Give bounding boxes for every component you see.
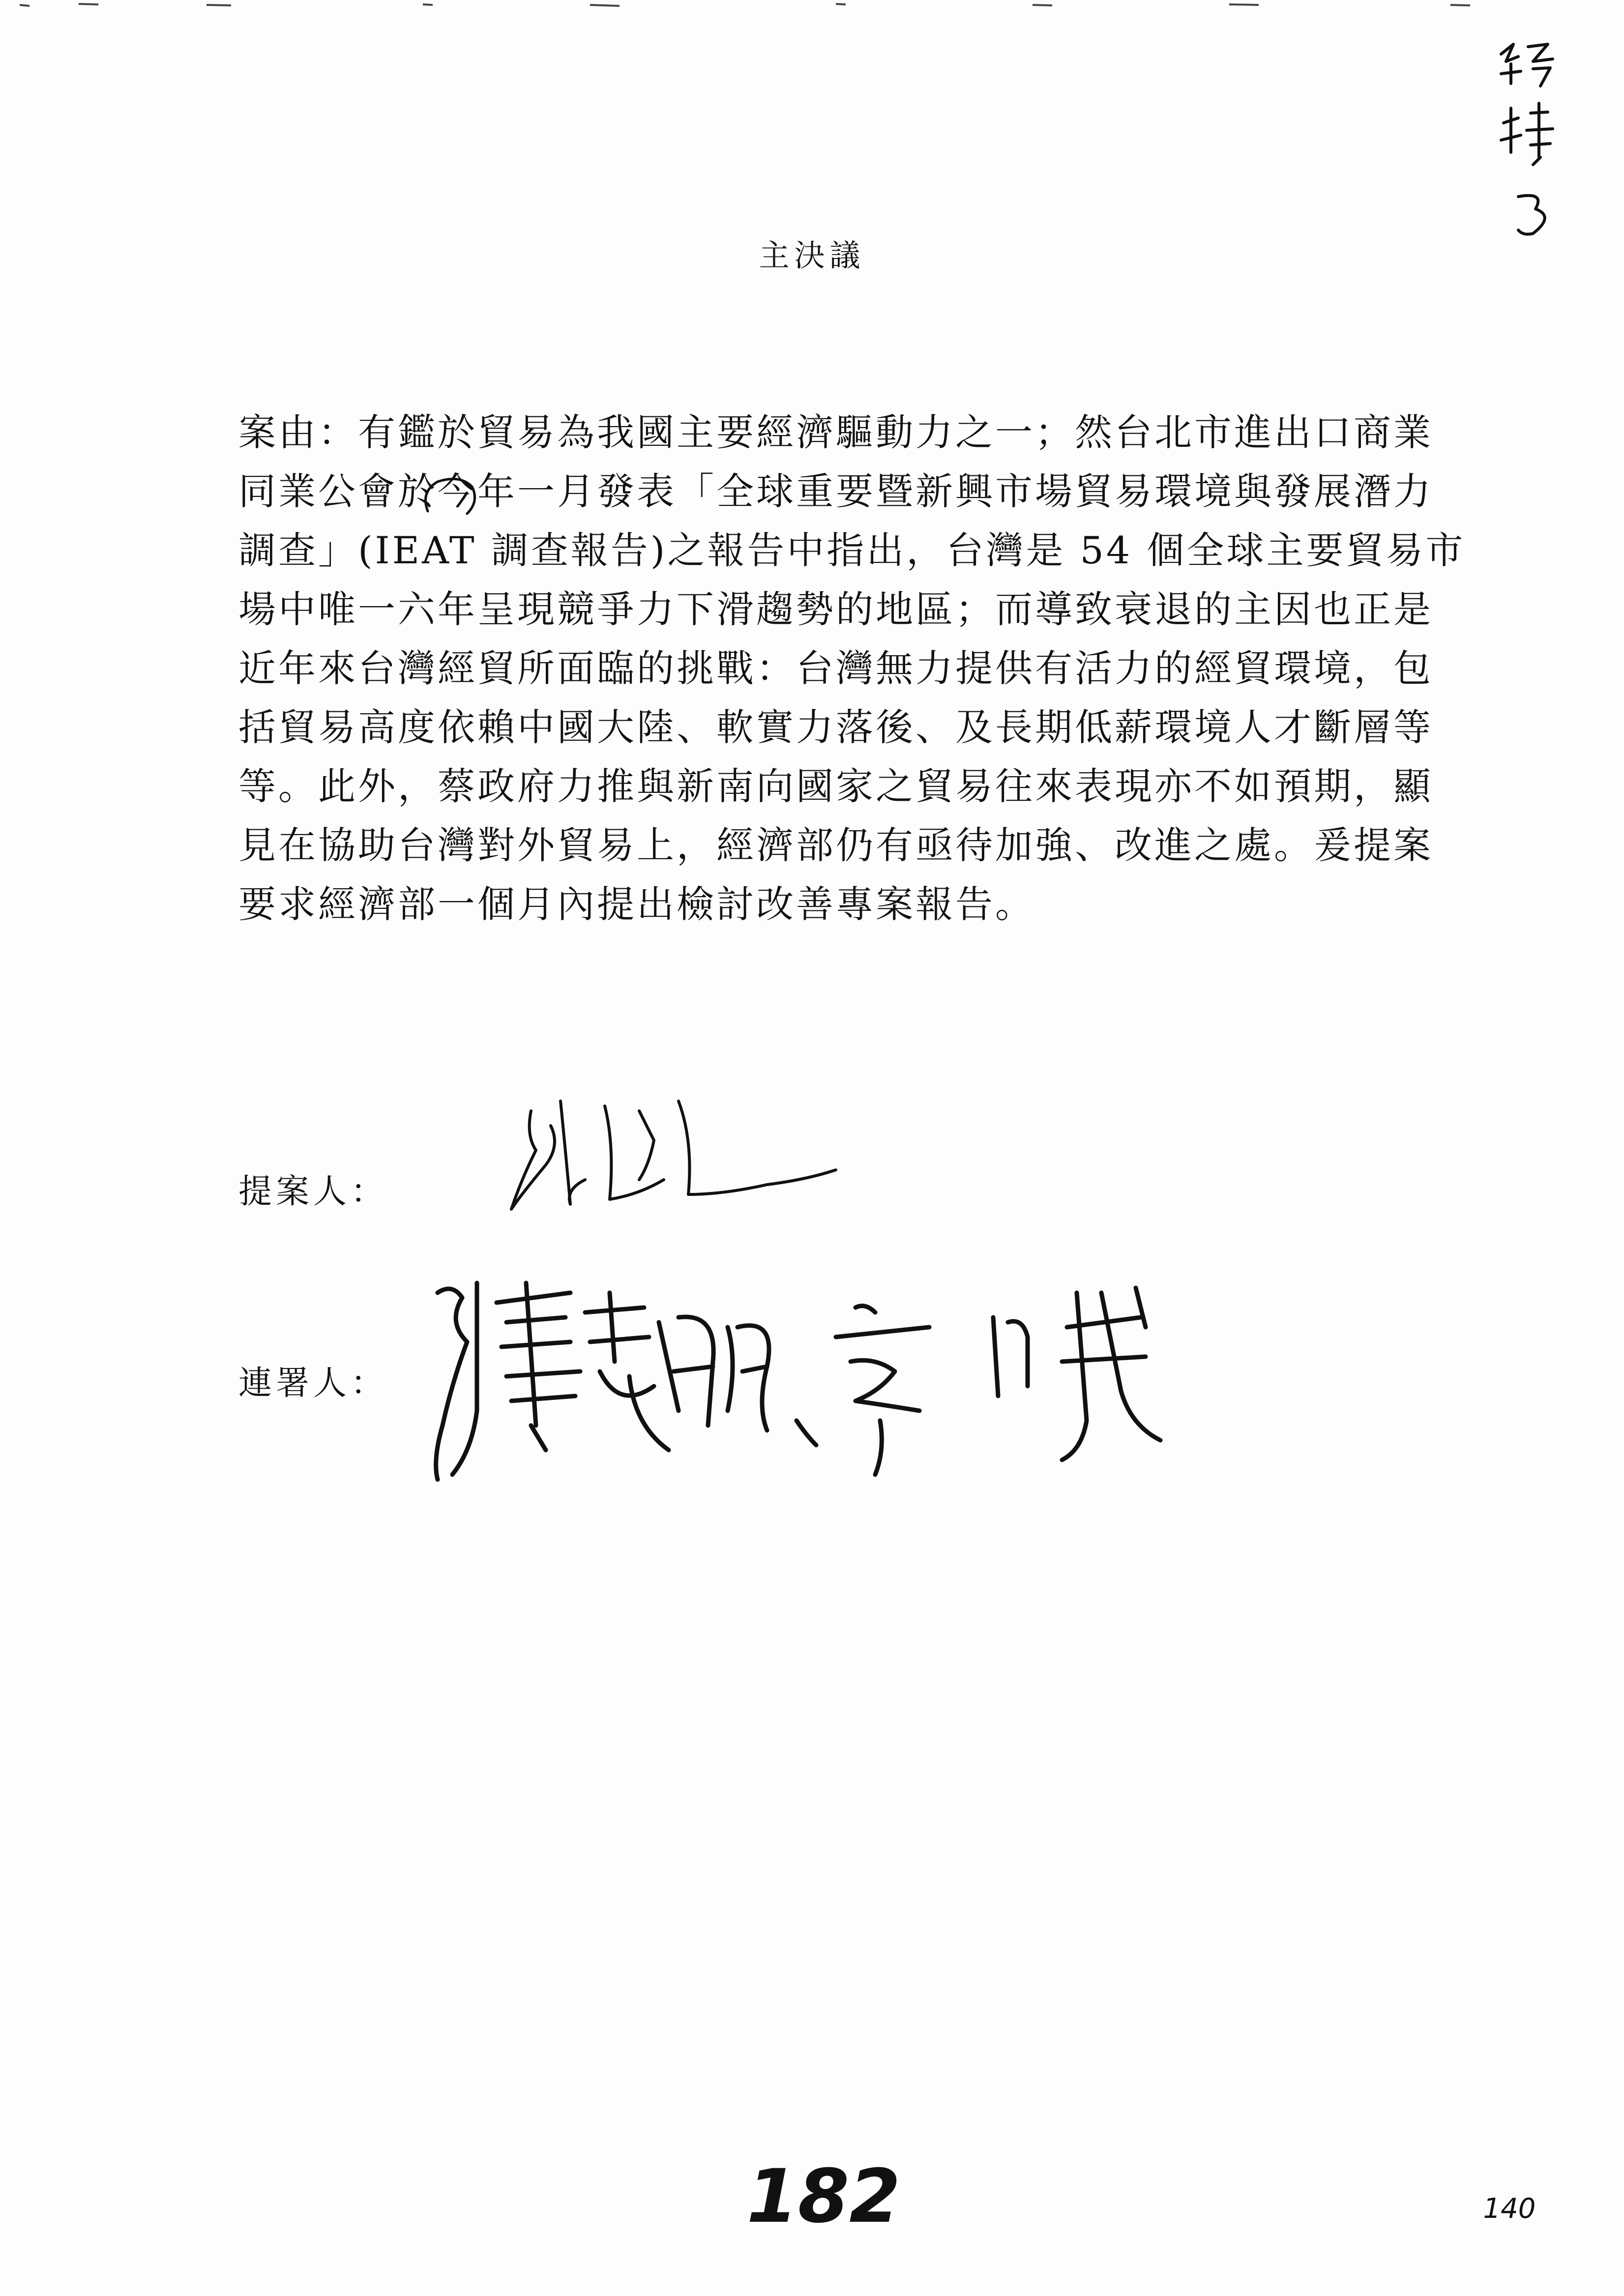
cosigner-signature — [423, 1263, 1234, 1489]
body-line: 括貿易高度依賴中國大陸、軟實力落後、及長期低薪環境人才斷層等 — [238, 705, 1433, 749]
document-title: 主決議 — [759, 237, 865, 273]
body-line: 案由：有鑑於貿易為我國主要經濟驅動力之一；然台北市進出口商業 — [238, 410, 1433, 454]
page-number-text: 182 — [746, 2158, 901, 2237]
body-line: 調查」(IEAT 調查報告)之報告中指出，台灣是 54 個全球主要貿易市 — [238, 528, 1466, 572]
body-line: 見在協助台灣對外貿易上，經濟部仍有亟待加強、改進之處。爰提案 — [238, 823, 1433, 867]
body-line: 等。此外，蔡政府力推與新南向國家之貿易往來表現亦不如預期，顯 — [238, 764, 1433, 808]
handwritten-corner-mark — [1491, 34, 1565, 241]
cosigner-label: 連署人： — [238, 1364, 388, 1403]
resolution-body — [238, 403, 1466, 934]
proposer-label: 提案人： — [238, 1172, 388, 1211]
body-line: 要求經濟部一個月內提出檢討改善專案報告。 — [238, 882, 1035, 926]
corner-number-text: 140 — [1483, 2193, 1536, 2225]
proposer-signature — [492, 1081, 846, 1239]
body-line: 場中唯一六年呈現競爭力下滑趨勢的地區；而導致衰退的主因也正是 — [238, 587, 1433, 631]
handwritten-page-number — [742, 2158, 905, 2237]
body-line: 同業公會於今年一月發表「全球重要暨新興市場貿易環境與發展潛力 — [238, 469, 1433, 513]
body-line: 近年來台灣經貿所面臨的挑戰：台灣無力提供有活力的經貿環境，包 — [238, 646, 1433, 690]
handwritten-corner-number — [1475, 2187, 1544, 2227]
scan-edge-artifact — [0, 0, 1624, 15]
